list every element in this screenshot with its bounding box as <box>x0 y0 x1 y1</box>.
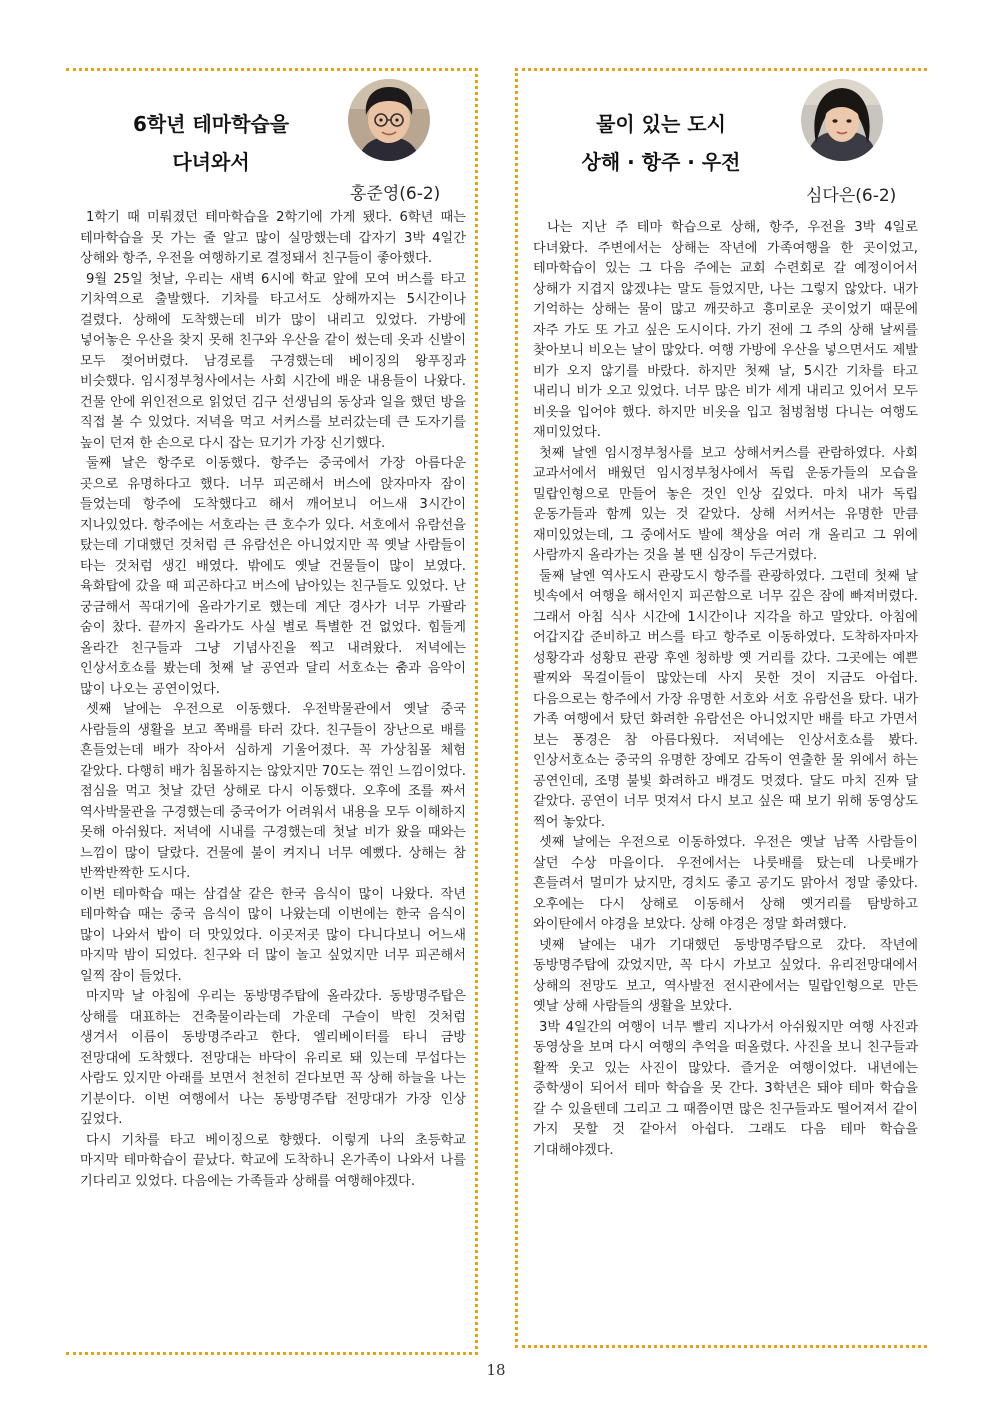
author-photo-girl <box>801 79 883 161</box>
paragraph: 둘째 날은 항주로 이동했다. 항주는 중국에서 가장 아름다운 곳으로 유명하다고 했다. 너무 피곤해서 버스에 앉자마자 잠이 들었는데 항주에 도착했다고 해서 깨어보니 어느새 3시간이 지나있었다. 항주에는 서호라는 큰 호수가 있다. 서호에서 유람선을 탔는데 기대했던 것처럼 큰 유람선은 아니었지만 꼭 옛날 사람들이 타는 것처럼 생긴 배였다. 밖에도 옛날 건물들이 많이 보였다. 육화탑에 갔을 때 피곤하다고 버스에 남아있는 친구들도 있었다. 난 궁금해서 꼭대기에 올라가기로 했는데 계단 경사가 너무 가팔라 숨이 찼다. 끝까지 올라가도 사실 별로 특별한 건 없었다. 힘들게 올라간 친구들과 그냥 기념사진을 찍고 내려왔다. 저녁에는 인상서호쇼를 봤는데 첫째 날 공연과 달리 서호쇼는 춤과 음악이 많이 나오는 공연이었다. <box>80 456 466 697</box>
paragraph: 9월 25일 첫날, 우리는 새벽 6시에 학교 앞에 모여 버스를 타고 기차역으로 출발했다. 기차를 타고서도 상해까지는 5시간이나 걸렸다. 상해에 도착했는데 비가 많이 내리고 있었다. 가방에 넣어놓은 우산을 찾지 못해 친구와 우산을 같이 썼는데 옷과 신발이 모두 젖어버렸다. 남경로를 구경했는데 베이징의 왕푸징과 비슷했다. 임시정부청사에서는 사회 시간에 배운 내용들이 나왔다. 건물 안에 위인전으로 읽었던 김구 선생님의 동상과 일을 했던 방을 직접 볼 수 있었다. 저녁을 먹고 서커스를 보러갔는데 큰 도자기를 높이 던져 한 손으로 다시 잡는 묘기가 가장 신기했다. <box>80 271 466 451</box>
right-article-body <box>533 218 918 1161</box>
paragraph: 이번 테마학습 때는 삼겹살 같은 한국 음식이 많이 나왔다. 작년 테마학습 때는 중국 음식이 많이 나왔는데 이번에는 한국 음식이 많이 나와서 밥이 더 맛있었다. 이곳저곳 많이 다니다보니 어느새 마지막 밤이 되었다. 친구와 더 많이 놀고 싶었지만 너무 피곤해서 일찍 잠이 들었다. <box>80 886 466 984</box>
right-article-title <box>530 105 792 181</box>
paragraph: 마지막 날 아침에 우리는 동방명주탑에 올라갔다. 동방명주탑은 상해를 대표하는 건축물이라는데 가운데 구슬이 박힌 것처럼 생겨서 이름이 동방명주라고 한다. 엘리베이터를 타니 금방 전망대에 도착했다. 전망대는 바닥이 유리로 돼 있는데 무섭다는 사람도 있지만 아래를 보면서 천천히 걷다보면 꼭 상해 하늘을 나는 기분이다. 이번 여행에서 나는 동방명주탑 전망대가 가장 인상 깊었다. <box>80 989 466 1127</box>
left-title-line-2: 다녀와서 <box>172 150 250 174</box>
left-article-title <box>80 105 342 181</box>
right-title-line-2: 상해 · 항주 · 우전 <box>581 150 741 174</box>
left-title-line-1: 6학년 테마학습을 <box>132 112 290 136</box>
right-author-name: 심다은(6-2) <box>806 186 897 206</box>
left-author-name: 홍준영(6-2) <box>350 184 441 204</box>
paragraph: 1학기 때 미뤄졌던 테마학습을 2학기에 가게 됐다. 6학년 때는 테마학습을 못 가는 줄 알고 많이 실망했는데 갑자기 3박 4일간 상해와 항주, 우전을 여행하기로 결정돼서 친구들이 좋아했다. <box>80 210 466 266</box>
paragraph: 다시 기차를 타고 베이징으로 향했다. 이렇게 나의 초등학교 마지막 테마학습이 끝났다. 학교에 도착하니 온가족이 나와서 나를 기다리고 있었다. 다음에는 가족들과 상해를 여행해야겠다. <box>80 1132 466 1189</box>
right-article <box>515 68 927 1348</box>
paragraph: 넷째 날에는 내가 기대했던 동방명주탑으로 갔다. 작년에 동방명주탑에 갔었지만, 꼭 다시 가보고 싶었다. 유리전망대에서 상해의 전망도 보고, 역사발전 전시관에서는 밀랍인형으로 만든 옛날 상해 사람들의 생활을 보았다. <box>533 937 918 1014</box>
paragraph: 3박 4일간의 여행이 너무 빨리 지나가서 아쉬웠지만 여행 사진과 동영상을 보며 다시 여행의 추억을 떠올렸다. 사진을 보니 친구들과 활짝 웃고 있는 사진이 많았다. 즐거운 여행이었다. 내년에는 중학생이 되어서 테마 학습을 못 간다. 3학년은 돼야 테마 학습을 갈 수 있을텐데 그리고 그 때쯤이면 많은 친구들과도 떨어져서 같이 가지 못할 것 같아서 아쉽다. 그래도 다음 테마 학습을 기대해야겠다. <box>533 1019 918 1158</box>
left-article <box>66 68 478 1355</box>
paragraph: 셋째 날에는 우전으로 이동하였다. 우전은 옛날 남쪽 사람들이 살던 수상 마을이다. 우전에서는 나룻배를 탔는데 나룻배가 흔들려서 멀미가 났지만, 경치도 좋고 공기도 맑아서 정말 좋았다. 오후에는 다시 상해로 이동해서 상해 옛거리를 탐방하고 와이탄에서 야경을 보았다. 상해 야경은 정말 화려했다. <box>533 835 918 932</box>
left-article-body <box>80 208 466 1192</box>
paragraph: 첫째 날엔 임시정부청사를 보고 상해서커스를 관람하였다. 사회 교과서에서 배웠던 임시정부청사에서 독립 운동가들의 모습을 밀랍인형으로 만들어 놓은 것인 인상 깊었다. 마치 내가 독립 운동가들과 함께 있는 것 같았다. 상해 서커서는 유명한 만큼 재미있었는데, 그 중에서도 발에 책상을 여러 개 올리고 그 위에 사람까지 올라가는 것을 볼 땐 심장이 두근거렸다. <box>533 445 918 563</box>
paragraph: 셋째 날에는 우전으로 이동했다. 우전박물관에서 옛날 중국 사람들의 생활을 보고 쪽배를 타러 갔다. 친구들이 장난으로 배를 흔들었는데 배가 작아서 심하게 기울어졌다. 꼭 가상침몰 체험 같았다. 다행히 배가 침몰하지는 않았지만 70도는 꺾인 느낌이었다. 점심을 먹고 첫날 갔던 상해로 다시 이동했다. 오후에 조를 짜서 역사박물관을 구경했는데 중국어가 어려워서 내용을 모두 이해하지 못해 아쉬웠다. 저녁에 시내를 구경했는데 첫날 비가 왔을 때와는 느낌이 많이 달랐다. 건물에 불이 켜지니 너무 예뻤다. 상해는 참 반짝반짝한 도시다. <box>80 702 466 881</box>
paragraph: 둘째 날엔 역사도시 관광도시 항주를 관광하였다. 그런데 첫째 날 빗속에서 여행을 해서인지 피곤함으로 너무 깊은 잠에 빠져버렸다. 그래서 아침 식사 시간에 1시간이나 지각을 하고 말았다. 아침에 어갑지갑 준비하고 버스를 타고 항주로 이동하였다. 도착하자마자 성황각과 성황묘 관광 후엔 청하방 옛 거리를 갔다. 그곳에는 예쁜 팔찌와 목걸이들이 많았는데 사지 못한 것이 지금도 아쉽다. 다음으로는 항주에서 가장 유명한 서호와 서호 유람선을 탔다. 내가 가족 여행에서 탔던 화려한 유람선은 아니었지만 배를 타고 가면서 보는 풍경은 참 아름다웠다. 저녁에는 인상서호쇼를 봤다. 인상서호쇼는 중국의 유명한 장예모 감독이 연출한 물 위에서 하는 공연인데, 조명 불빛 화려하고 배경도 멋졌다. 달도 마치 진짜 달 같았다. 공연이 너무 멋져서 다시 보고 싶은 때 보기 위해 동영상도 찍어 놓았다. <box>533 568 918 830</box>
paragraph: 나는 지난 주 테마 학습으로 상해, 항주, 우전을 3박 4일로 다녀왔다. 주변에서는 상해는 작년에 가족여행을 한 곳이었고, 테마학습이 있는 그 다음 주에는 교회 수련회로 갈 예정이어서 상해가 지겹지 않겠냐는 말도 들었지만, 나는 그렇지 않았다. 내가 기억하는 상해는 물이 많고 깨끗하고 흥미로운 곳이었기 때문에 자주 가도 또 가고 싶은 도시이다. 가기 전에 그 주의 상해 날씨를 찾아보니 비오는 날이 많았다. 여행 가방에 우산을 넣으면서도 제발 비가 오지 않기를 바랐다. 하지만 첫째 날, 5시간 기차를 타고 내리니 비가 오고 있었다. 너무 많은 비가 세게 내리고 있어서 모두 비옷을 입어야 했다. 하지만 비옷을 입고 첨벙첨벙 다니는 여행도 재미있었다. <box>533 220 918 440</box>
right-title-line-1: 물이 있는 도시 <box>596 112 726 136</box>
page-number: 18 <box>486 1361 506 1379</box>
author-photo-boy <box>348 79 430 161</box>
